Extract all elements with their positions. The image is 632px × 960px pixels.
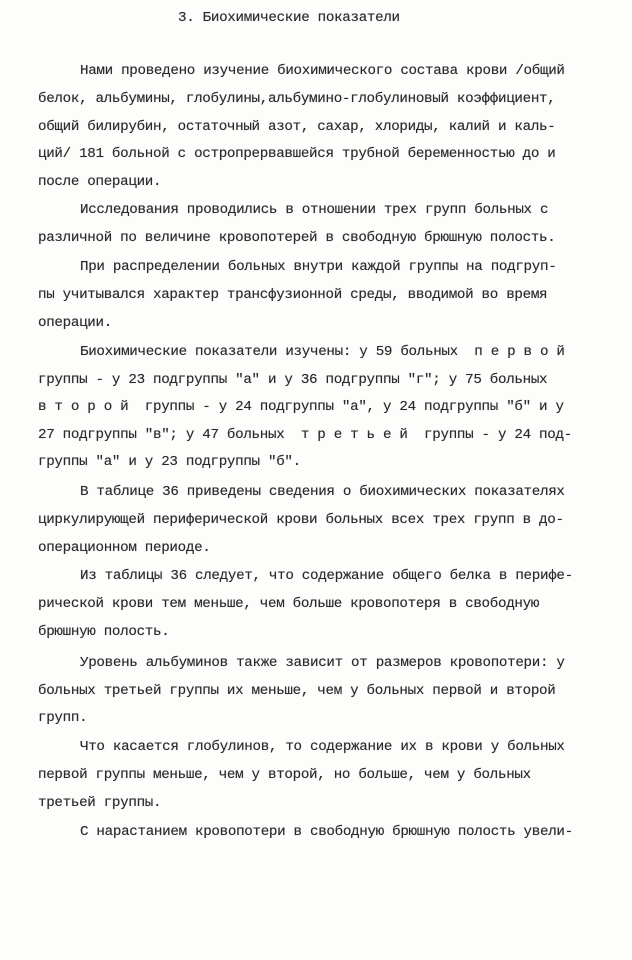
text-line: Нами проведено изучение биохимического состава крови /общий xyxy=(80,63,565,79)
text-line: операции. xyxy=(38,315,112,331)
text-line: различной по величине кровопотерей в свободную брюшную полость. xyxy=(38,230,556,246)
text-line: белок, альбумины, глобулины,альбумино-глобулиновый коэффициент, xyxy=(38,91,556,107)
text-line: после операции. xyxy=(38,174,162,190)
text-line: циркулирующей периферической крови больных всех трех групп в до- xyxy=(38,512,564,528)
section-heading: 3. Биохимические показатели xyxy=(178,10,400,26)
text-line: 27 подгруппы "в"; у 47 больных т р е т ь е й группы - у 24 под- xyxy=(38,427,572,443)
text-line: В таблице 36 приведены сведения о биохимических показателях xyxy=(80,484,565,500)
text-line: ций/ 181 больной с остропрервавшейся трубной беременностью до и xyxy=(38,146,556,162)
text-line: операционном периоде. xyxy=(38,540,211,556)
text-line: группы "а" и у 23 подгруппы "б". xyxy=(38,454,301,470)
text-line: общий билирубин, остаточный азот, сахар, хлориды, калий и каль- xyxy=(38,119,556,135)
text-line: группы - у 23 подгруппы "а" и у 36 подгруппы "г"; у 75 больных xyxy=(38,372,548,388)
text-line: Из таблицы 36 следует, что содержание общего белка в перифе- xyxy=(80,568,573,584)
text-line: Исследования проводились в отношении трех групп больных с xyxy=(80,202,549,218)
text-line: Что касается глобулинов, то содержание их в крови у больных xyxy=(80,739,565,755)
text-line: первой группы меньше, чем у второй, но больше, чем у больных xyxy=(38,767,531,783)
text-line: При распределении больных внутри каждой группы на подгруп- xyxy=(80,259,557,275)
text-line: С нарастанием кровопотери в свободную брюшную полость увели- xyxy=(80,824,573,840)
text-line: третьей группы. xyxy=(38,795,162,811)
text-line: групп. xyxy=(38,710,88,726)
text-line: Уровень альбуминов также зависит от размеров кровопотери: у xyxy=(80,655,565,671)
text-line: пы учитывался характер трансфузионной среды, вводимой во время xyxy=(38,287,548,303)
text-line: больных третьей группы их меньше, чем у больных первой и второй xyxy=(38,683,556,699)
text-line: в т о р о й группы - у 24 подгруппы "а", у 24 подгруппы "б" и у xyxy=(38,399,564,415)
text-line: брюшную полость. xyxy=(38,624,170,640)
text-line: рической крови тем меньше, чем больше кровопотеря в свободную xyxy=(38,596,540,612)
text-line: Биохимические показатели изучены: у 59 больных п е р в о й xyxy=(80,344,565,360)
